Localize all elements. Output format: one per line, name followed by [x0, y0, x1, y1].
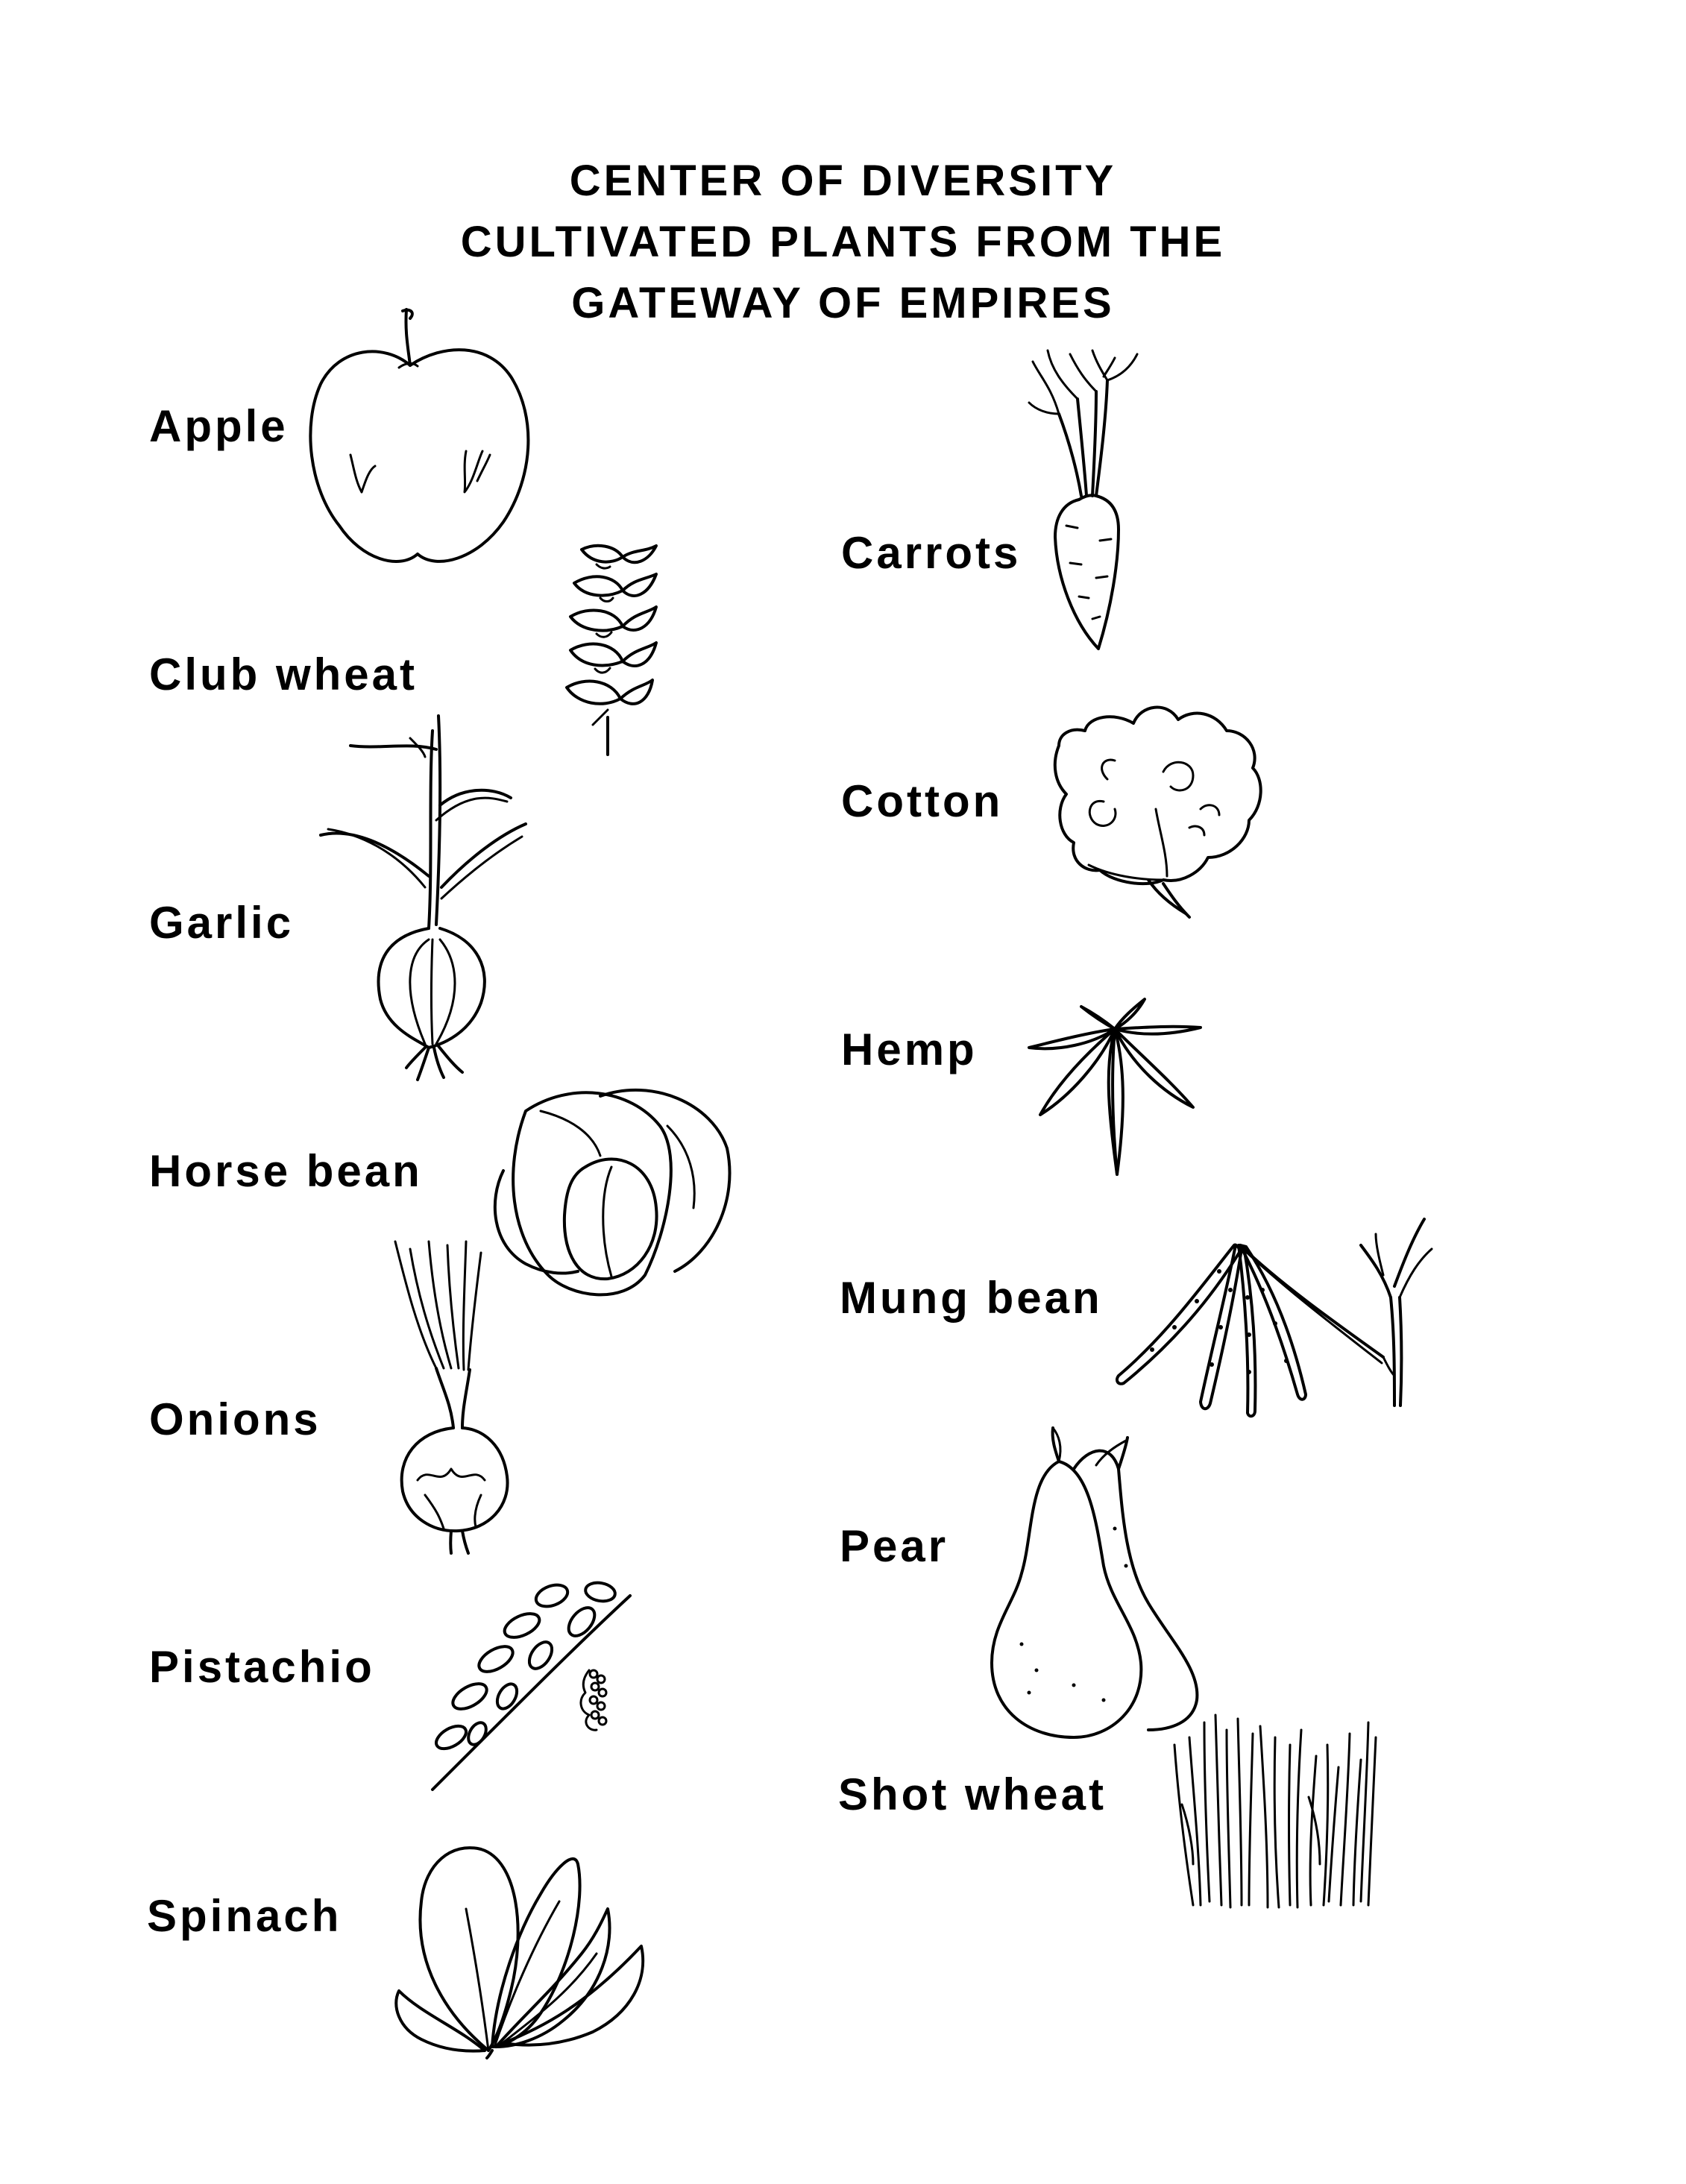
garlic-drawing: [313, 716, 537, 1081]
cotton-drawing: [1044, 697, 1275, 921]
label-spinach: Spinach: [147, 1891, 342, 1941]
label-hemp: Hemp: [841, 1025, 978, 1074]
label-club-wheat: Club wheat: [149, 649, 418, 699]
club-wheat-drawing: [552, 538, 664, 755]
title-line-1: CENTER OF DIVERSITY: [569, 157, 1117, 205]
shot-wheat-drawing: [1171, 1715, 1383, 1913]
apple-drawing: [287, 302, 541, 578]
label-onions: Onions: [149, 1394, 321, 1444]
pistachio-drawing: [418, 1573, 641, 1797]
label-pear: Pear: [840, 1521, 949, 1571]
carrot-drawing: [1025, 347, 1152, 652]
label-pistachio: Pistachio: [149, 1642, 375, 1692]
title-line-3: GATEWAY OF EMPIRES: [571, 279, 1115, 327]
label-carrots: Carrots: [841, 528, 1022, 578]
label-cotton: Cotton: [841, 776, 1004, 826]
label-horse-bean: Horse bean: [149, 1146, 423, 1196]
title-line-2: CULTIVATED PLANTS FROM THE: [460, 218, 1226, 266]
label-mung-bean: Mung bean: [840, 1273, 1103, 1323]
label-apple: Apple: [149, 401, 289, 451]
pear-drawing: [984, 1424, 1208, 1745]
label-garlic: Garlic: [149, 898, 295, 948]
mung-bean-drawing: [1107, 1215, 1435, 1417]
onion-drawing: [388, 1242, 522, 1555]
label-shot-wheat: Shot wheat: [838, 1769, 1107, 1819]
hemp-drawing: [1029, 999, 1208, 1178]
spinach-drawing: [391, 1819, 652, 2058]
